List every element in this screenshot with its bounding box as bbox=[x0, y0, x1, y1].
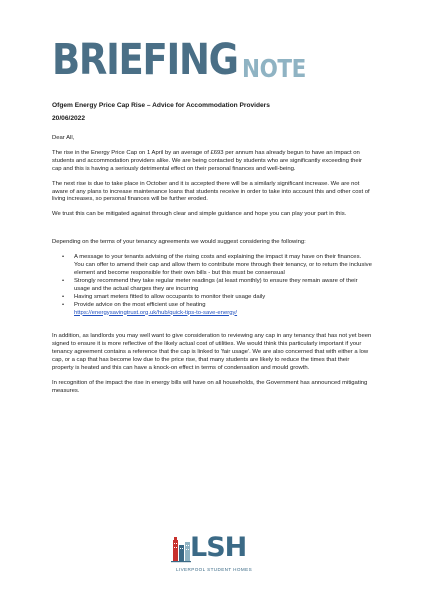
list-intro: Depending on the terms of your tenancy agreements we would suggest considering the following: bbox=[52, 239, 306, 246]
bullet-icon: • bbox=[62, 301, 65, 308]
list-item bbox=[62, 301, 372, 318]
closing-paragraph-2: In recognition of the impact the rise in energy bills will have on all households, the Government has announced mitigating measures. bbox=[52, 379, 368, 394]
bullet-icon: • bbox=[62, 293, 65, 300]
list-item-text: Strongly recommend they take regular meter readings (at least monthly) to ensure they remain aware of their usage and the actual charges they are incurring bbox=[74, 277, 358, 292]
document-body bbox=[52, 101, 372, 396]
advice-list bbox=[52, 254, 372, 317]
document-date: 20/06/2022 bbox=[52, 115, 86, 122]
list-item-text: A message to your tenants advising of the rising costs and explaining the impact it may have on their finances. You can offer to amend their cap and allow them to contribute more through their tenancy, or to return the inclusive element and become responsible for their own bills - but this must be consensual bbox=[74, 254, 372, 276]
list-item bbox=[62, 277, 372, 294]
brand-main: BRIEFING bbox=[52, 35, 238, 85]
masthead bbox=[52, 34, 316, 85]
salutation: Dear All, bbox=[52, 135, 75, 141]
paragraph-1: The rise in the Energy Price Cap on 1 April by an average of £693 per annum has already begun to have an impact on students and accommodation providers alike. We are being contacted by students who are significantly exceeding their cap and this is having a seriously detrimental effect on their personal finances and well-being. bbox=[52, 149, 362, 172]
lsh-logo bbox=[168, 531, 258, 581]
closing-paragraph-1: In addition, as landlords you may well want to give consideration to reviewing any cap in any tenancy that has not yet been signed to ensure it is more reflective of the likely actual cost of utilities. We would think this particularly important if your tenancy agreement contains a reference that the cap is linked to 'fair usage'. We are also concerned that with either a low cap, or a cap that has become low due to the price rise, that many students are likely to reduce the times that their property is heated and this can have a knock-on effect in terms of condensation and mould growth. bbox=[52, 333, 372, 372]
building-skyline-icon bbox=[170, 533, 192, 563]
list-item-text: Having smart meters fitted to allow occupants to monitor their usage daily bbox=[74, 293, 266, 300]
document-title: Ofgem Energy Price Cap Rise – Advice for Accommodation Providers bbox=[52, 102, 270, 109]
list-item bbox=[62, 293, 372, 302]
logo-tagline: LIVERPOOL STUDENT HOMES bbox=[175, 567, 253, 572]
brand-sub: NOTE bbox=[241, 54, 306, 83]
paragraph-2: The next rise is due to take place in October and it is accepted there will be a similarly significant increase. We are not aware of any plans to increase maintenance loans that students receive in order to take into account this and other cost of living increases, so personal finances will be further eroded. bbox=[52, 180, 370, 203]
list-item bbox=[62, 254, 372, 278]
logo-wordmark: LSH bbox=[190, 532, 247, 563]
list-item-text: Provide advice on the most efficient use of heating bbox=[74, 301, 206, 308]
bullet-icon: • bbox=[62, 277, 65, 284]
energy-saving-link[interactable]: https://energysavingtrust.org.uk/hub/quick-tips-to-save-energy/ bbox=[74, 309, 238, 316]
bullet-icon: • bbox=[62, 254, 65, 261]
paragraph-3: We trust this can be mitigated against through clear and simple guidance and hope you can play your part in this. bbox=[52, 211, 347, 218]
